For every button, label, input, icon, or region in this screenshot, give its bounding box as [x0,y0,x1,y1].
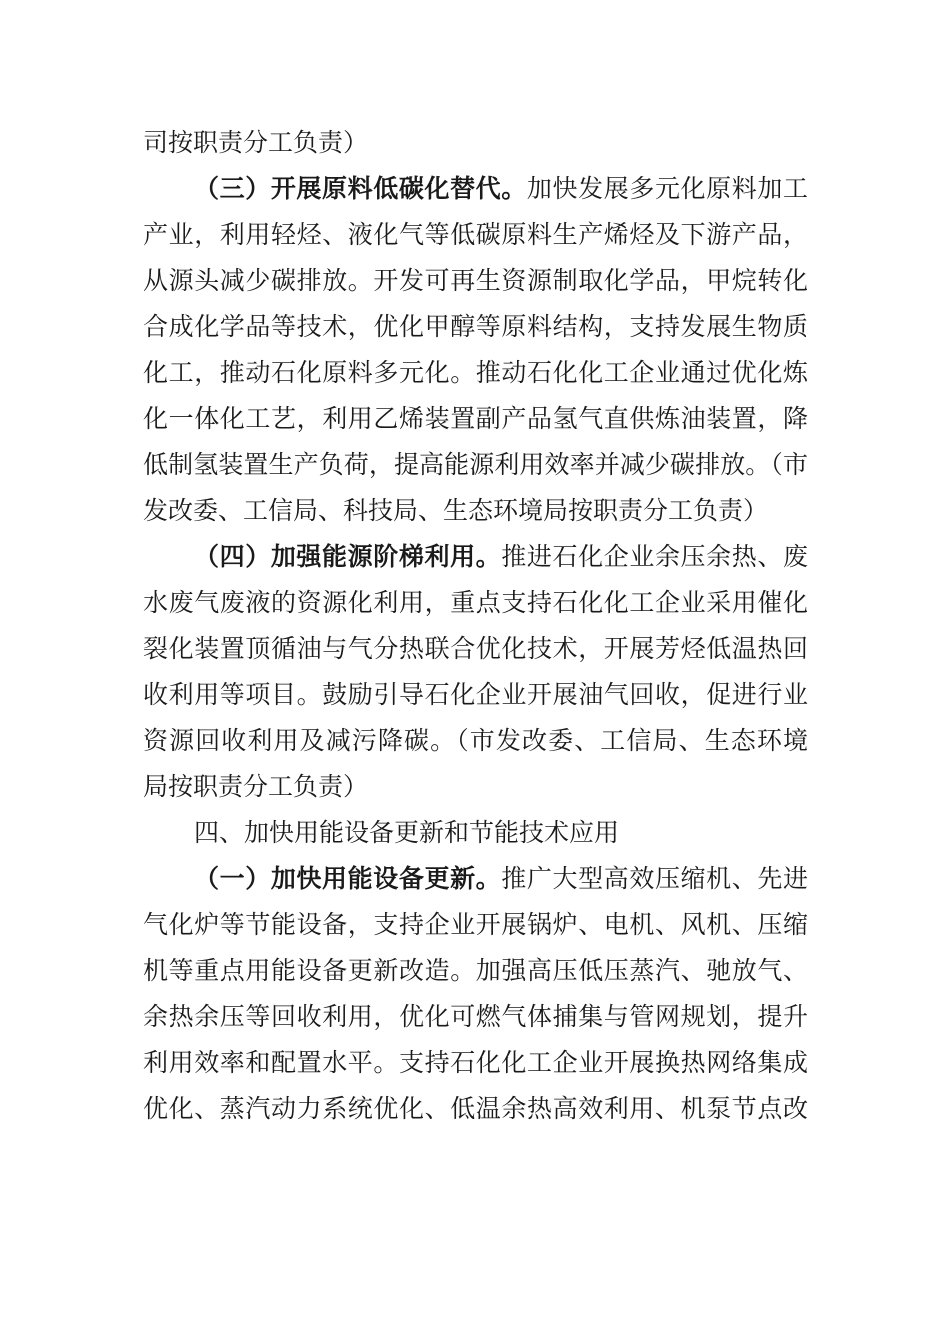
text-line: 化工，推动石化原料多元化。推动石化化工企业通过优化炼 [143,358,808,387]
paragraph-3-first-line [194,166,808,212]
text-line: 从源头减少碳排放。开发可再生资源制取化学品，甲烷转化 [143,266,808,295]
section-heading-four: 四、加快用能设备更新和节能技术应用 [194,818,620,847]
text-line: 气化炉等节能设备，支持企业开展锅炉、电机、风机、压缩 [143,910,808,939]
text-line: 发改委、工信局、科技局、生态环境局按职责分工负责） [143,496,769,525]
text-line: 低制氢装置生产负荷，提高能源利用效率并减少碳排放。（市 [143,450,808,479]
paragraph-4-first-line [194,534,808,580]
section-4-title: （四）加强能源阶梯利用。 [194,542,502,571]
text-fragment: 推广大型高效压缩机、先进 [501,864,808,893]
text-line: 机等重点用能设备更新改造。加强高压低压蒸汽、驰放气、 [143,956,808,985]
text-line: 裂化装置顶循油与气分热联合优化技术，开展芳烃低温热回 [143,634,808,663]
text-line: 化一体化工艺，利用乙烯装置副产品氢气直供炼油装置，降 [143,404,808,433]
section-3-title: （三）开展原料低碳化替代。 [194,174,527,203]
text-fragment: 加快发展多元化原料加工 [526,174,808,203]
text-line: 优化、蒸汽动力系统优化、低温余热高效利用、机泵节点改 [143,1094,808,1123]
section-1-title: （一）加快用能设备更新。 [194,864,502,893]
text-line: 余热余压等回收利用，优化可燃气体捕集与管网规划，提升 [143,1002,808,1031]
text-fragment: 推进石化企业余压余热、废 [501,542,808,571]
text-line: 利用效率和配置水平。支持石化化工企业开展换热网络集成 [143,1048,808,1077]
text-line: 局按职责分工负责） [143,772,369,801]
text-line: 产业，利用轻烃、液化气等低碳原料生产烯烃及下游产品， [143,220,808,249]
text-line: 资源回收利用及减污降碳。（市发改委、工信局、生态环境 [143,726,808,755]
text-line: 合成化学品等技术，优化甲醇等原料结构，支持发展生物质 [143,312,808,341]
text-line: 收利用等项目。鼓励引导石化企业开展油气回收，促进行业 [143,680,808,709]
text-line: 司按职责分工负责） [143,128,369,157]
text-line: 水废气废液的资源化利用，重点支持石化化工企业采用催化 [143,588,808,617]
paragraph-1-first-line [194,856,808,902]
